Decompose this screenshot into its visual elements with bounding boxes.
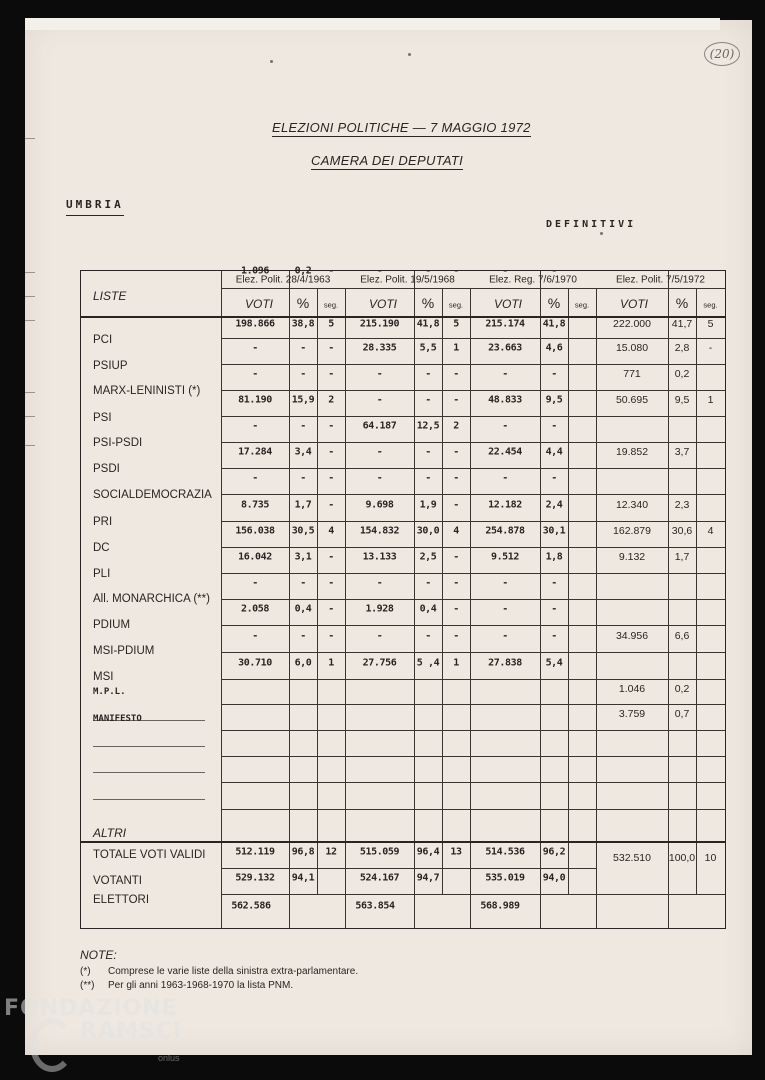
table-cell: - bbox=[425, 446, 431, 458]
column-divider bbox=[442, 288, 443, 894]
table-cell: 5 ,4 bbox=[416, 657, 440, 668]
column-divider bbox=[596, 894, 597, 928]
total-1972-cell: 532.510 bbox=[613, 852, 651, 864]
table-cell: - bbox=[328, 603, 334, 615]
table-cell: 0,2 bbox=[674, 368, 690, 380]
list-label: PLI bbox=[93, 568, 111, 580]
table-cell: 0,4 bbox=[294, 603, 312, 615]
votanti-cell: 529.132 bbox=[235, 872, 275, 884]
table-cell: - bbox=[551, 265, 557, 277]
table-cell: 30,5 bbox=[291, 525, 315, 537]
table-cell: 15.080 bbox=[615, 342, 649, 354]
notes bbox=[80, 948, 358, 993]
table-cell: 9.512 bbox=[490, 551, 520, 563]
column-divider bbox=[470, 894, 471, 928]
table-cell: 1,7 bbox=[674, 551, 690, 563]
note-text: Per gli anni 1963-1968-1970 la lista PNM. bbox=[108, 980, 294, 991]
row-divider bbox=[221, 756, 725, 757]
table-cell: 30.710 bbox=[238, 657, 272, 668]
margin-mark bbox=[25, 138, 35, 139]
table-cell: - bbox=[551, 577, 557, 589]
row-divider bbox=[221, 730, 725, 731]
table-cell: 5 bbox=[453, 318, 459, 330]
watermark-line1: FONDAZIONE bbox=[4, 996, 178, 1021]
note-line bbox=[80, 965, 358, 979]
votanti-cell: 524.167 bbox=[359, 872, 400, 884]
table-cell: 34.956 bbox=[615, 629, 649, 642]
paper-edge bbox=[25, 18, 720, 30]
table-cell: 30,6 bbox=[671, 525, 693, 537]
results-table bbox=[80, 265, 726, 929]
totals-label: VOTANTI bbox=[93, 875, 142, 887]
table-cell: 5 bbox=[707, 318, 714, 330]
table-cell: - bbox=[551, 368, 557, 380]
row-divider bbox=[221, 782, 725, 783]
table-cell: 30,0 bbox=[416, 525, 440, 537]
row-divider bbox=[221, 494, 725, 495]
table-cell: - bbox=[453, 603, 459, 615]
table-cell: - bbox=[300, 472, 306, 484]
table-cell: 1,7 bbox=[294, 499, 312, 510]
table-cell: 0,4 bbox=[419, 603, 437, 615]
total-cell: 512.119 bbox=[235, 846, 275, 857]
table-cell: 771 bbox=[623, 368, 641, 380]
seg-header: seg. bbox=[323, 300, 339, 310]
list-label: PCI bbox=[93, 334, 113, 346]
note-line bbox=[80, 979, 358, 993]
table-cell: 0,2 bbox=[294, 265, 312, 277]
table-cell: - bbox=[551, 630, 557, 641]
speck bbox=[600, 232, 603, 235]
row-divider bbox=[221, 442, 725, 443]
table-cell: 48.833 bbox=[488, 394, 522, 406]
seg-header: seg. bbox=[574, 300, 590, 310]
note-text: Comprese le varie liste della sinistra extra-parlamentare. bbox=[108, 966, 359, 977]
row-divider bbox=[221, 416, 725, 417]
note-mark: (**) bbox=[80, 980, 95, 991]
page-number: (20) bbox=[704, 42, 740, 66]
seg-header: seg. bbox=[703, 300, 718, 310]
table-cell: - bbox=[300, 342, 306, 354]
table-cell: 1,9 bbox=[419, 499, 437, 510]
table-cell: - bbox=[502, 265, 508, 277]
table-cell: 162.879 bbox=[613, 525, 651, 537]
year-group-header: Elez. Polit. 7/5/1972 bbox=[616, 274, 705, 286]
document-subtitle: CAMERA DEI DEPUTATI bbox=[311, 153, 464, 168]
table-cell: 28.335 bbox=[362, 342, 397, 354]
voti-header: VOTI bbox=[244, 297, 274, 311]
row-divider bbox=[221, 573, 725, 574]
row-divider bbox=[221, 625, 725, 626]
total-cell: 13 bbox=[450, 846, 462, 857]
table-cell: - bbox=[453, 394, 459, 406]
table-cell: - bbox=[376, 577, 383, 589]
list-label: PDIUM bbox=[93, 619, 131, 631]
totals-label: TOTALE VOTI VALIDI bbox=[93, 849, 206, 861]
total-cell: 514.536 bbox=[485, 846, 525, 857]
column-divider bbox=[568, 288, 569, 894]
table-cell: 215.174 bbox=[485, 318, 525, 330]
total-1972-cell: 100,0 bbox=[668, 852, 696, 864]
table-cell: - bbox=[252, 342, 258, 354]
notes-heading: NOTE: bbox=[80, 948, 117, 962]
document-title: ELEZIONI POLITICHE — 7 MAGGIO 1972 bbox=[272, 120, 531, 135]
table-cell: - bbox=[551, 420, 557, 432]
table-cell: - bbox=[502, 603, 508, 615]
row-divider bbox=[221, 521, 725, 522]
table-cell: 6,6 bbox=[674, 629, 690, 642]
table-cell: 5,5 bbox=[419, 342, 437, 354]
list-label: MANIFESTO bbox=[93, 714, 142, 724]
row-divider bbox=[221, 390, 725, 391]
row-divider bbox=[221, 652, 725, 653]
table-cell: - bbox=[300, 368, 306, 380]
table-cell: - bbox=[425, 265, 431, 277]
table-cell: - bbox=[328, 446, 334, 458]
table-cell: - bbox=[376, 394, 383, 406]
table-cell: - bbox=[502, 472, 508, 484]
votanti-cell: 94,7 bbox=[416, 872, 440, 884]
table-cell: - bbox=[502, 577, 508, 589]
pct-header: % bbox=[296, 295, 310, 311]
table-cell: 30,1 bbox=[542, 525, 566, 537]
list-label: DC bbox=[93, 542, 110, 554]
margin-mark bbox=[25, 416, 35, 417]
table-cell: 2.058 bbox=[240, 603, 270, 615]
table-cell: - bbox=[453, 265, 459, 277]
table-cell: 23.663 bbox=[488, 342, 522, 354]
table-cell: - bbox=[252, 368, 258, 380]
table-cell: 12.340 bbox=[615, 498, 649, 511]
column-divider bbox=[596, 288, 597, 894]
pct-header: % bbox=[421, 295, 435, 311]
table-cell: 215.190 bbox=[359, 318, 400, 330]
margin-mark bbox=[25, 296, 35, 297]
votanti-cell: 94,0 bbox=[542, 872, 566, 884]
table-cell: 50.695 bbox=[615, 394, 649, 406]
table-cell: - bbox=[376, 265, 383, 277]
table-cell: 0,7 bbox=[674, 708, 690, 720]
table-cell: - bbox=[453, 368, 459, 380]
blank-line bbox=[93, 799, 205, 800]
region-label: UMBRIA bbox=[66, 198, 124, 216]
table-cell: 198.866 bbox=[235, 318, 275, 330]
table-cell: - bbox=[425, 577, 431, 589]
table-cell: - bbox=[328, 499, 334, 510]
table-cell: 41,7 bbox=[671, 318, 693, 330]
table-cell: - bbox=[328, 342, 334, 354]
table-cell: 9,5 bbox=[545, 394, 563, 406]
table-cell: - bbox=[376, 472, 383, 484]
table-cell: - bbox=[453, 551, 459, 563]
table-cell: - bbox=[425, 630, 431, 641]
table-cell: 2 bbox=[328, 394, 334, 406]
table-cell: 1 bbox=[328, 657, 334, 668]
table-cell: 1.046 bbox=[618, 682, 646, 695]
watermark-line2: RAMSCI bbox=[80, 1019, 183, 1044]
table-cell: 254.878 bbox=[485, 525, 525, 537]
table-cell: 2,4 bbox=[545, 499, 563, 510]
year-group-header: Elez. Reg. 7/6/1970 bbox=[489, 274, 577, 286]
table-cell: - bbox=[502, 368, 508, 380]
table-cell: - bbox=[425, 368, 431, 380]
watermark-onlus: onlus bbox=[158, 1053, 180, 1063]
table-cell: 9.698 bbox=[365, 499, 394, 510]
table-cell: 22.454 bbox=[488, 446, 522, 458]
list-label: All. MONARCHICA (**) bbox=[93, 593, 210, 605]
column-divider bbox=[470, 288, 471, 894]
voti-header: VOTI bbox=[619, 297, 649, 311]
table-cell: 41,8 bbox=[542, 318, 566, 330]
table-cell: 9,5 bbox=[674, 394, 690, 406]
margin-mark bbox=[25, 392, 35, 393]
table-cell: - bbox=[328, 265, 334, 277]
table-cell: - bbox=[328, 420, 334, 432]
row-divider bbox=[221, 809, 725, 810]
table-cell: - bbox=[376, 446, 383, 458]
table-cell: - bbox=[425, 394, 431, 406]
table-cell: - bbox=[328, 551, 334, 563]
votanti-cell: 94,1 bbox=[291, 872, 315, 884]
table-cell: 1 bbox=[707, 394, 714, 406]
column-divider bbox=[345, 288, 346, 894]
table-cell: 156.038 bbox=[235, 525, 275, 537]
table-cell: 15,9 bbox=[291, 394, 315, 406]
table-cell: - bbox=[551, 603, 557, 615]
row-divider bbox=[221, 338, 725, 339]
table-cell: 4,6 bbox=[545, 342, 563, 354]
table-cell: 1.096 bbox=[240, 265, 270, 277]
table-cell: 27.756 bbox=[362, 657, 397, 668]
table-cell: - bbox=[502, 420, 508, 432]
row-divider bbox=[221, 704, 725, 705]
year-group-header: Elez. Polit. 19/5/1968 bbox=[360, 274, 455, 286]
table-cell: - bbox=[453, 577, 459, 589]
table-cell: 154.832 bbox=[359, 525, 400, 537]
total-cell: 12 bbox=[325, 846, 337, 857]
pct-header: % bbox=[675, 295, 689, 311]
list-label: PSIUP bbox=[93, 360, 128, 372]
table-cell: 4 bbox=[707, 525, 714, 537]
list-label: ALTRI bbox=[93, 826, 127, 840]
blank-line bbox=[93, 772, 205, 773]
table-cell: - bbox=[328, 368, 334, 380]
watermark-logo bbox=[30, 1018, 74, 1072]
table-cell: - bbox=[328, 630, 334, 641]
table-cell: 4,4 bbox=[545, 446, 563, 458]
table-cell: 16.042 bbox=[238, 551, 272, 563]
total-cell: 96,4 bbox=[416, 846, 440, 857]
table-cell: 64.187 bbox=[362, 420, 397, 432]
votanti-cell: 535.019 bbox=[485, 872, 525, 884]
total-1972-cell: 10 bbox=[704, 852, 717, 864]
table-cell: - bbox=[252, 420, 258, 432]
voti-header: VOTI bbox=[368, 297, 398, 311]
row-divider bbox=[221, 599, 725, 600]
total-cell: 515.059 bbox=[359, 846, 400, 857]
table-cell: - bbox=[376, 630, 383, 641]
table-cell: 27.838 bbox=[488, 657, 522, 668]
row-divider bbox=[221, 868, 596, 869]
table-cell: - bbox=[502, 630, 508, 641]
table-cell: 2,3 bbox=[674, 498, 690, 511]
margin-mark bbox=[25, 272, 35, 273]
pct-header: % bbox=[547, 295, 561, 311]
table-cell: - bbox=[376, 368, 383, 380]
table-cell: 5 bbox=[328, 318, 334, 330]
table-cell: - bbox=[453, 446, 459, 458]
table-cell: 3,7 bbox=[674, 446, 690, 458]
table-cell: 38,8 bbox=[291, 318, 315, 330]
table-cell: - bbox=[300, 420, 306, 432]
table-cell: - bbox=[708, 342, 713, 354]
table-cell: 4 bbox=[453, 525, 459, 537]
table-cell: 13.133 bbox=[362, 551, 397, 563]
column-divider bbox=[696, 288, 697, 894]
row-divider bbox=[221, 288, 725, 289]
row-divider bbox=[221, 894, 596, 895]
table-cell: - bbox=[328, 577, 334, 589]
table-cell: 17.284 bbox=[238, 446, 272, 458]
row-divider bbox=[81, 841, 725, 843]
table-cell: 2 bbox=[453, 420, 459, 432]
table-cell: 5,4 bbox=[545, 657, 563, 668]
row-divider bbox=[221, 679, 725, 680]
list-label: SOCIALDEMOCRAZIA bbox=[93, 489, 212, 501]
liste-header: LISTE bbox=[93, 289, 127, 303]
table-cell: 8.735 bbox=[240, 499, 270, 510]
row-divider bbox=[596, 894, 725, 895]
list-label: MSI bbox=[93, 671, 114, 683]
table-cell: 9.132 bbox=[618, 551, 646, 563]
table-cell: 222.000 bbox=[613, 318, 651, 330]
list-label: MARX-LENINISTI (*) bbox=[93, 385, 201, 397]
list-label: PSI-PSDI bbox=[93, 437, 143, 449]
table-cell: 12,5 bbox=[416, 420, 440, 432]
voti-header: VOTI bbox=[493, 297, 523, 311]
table-cell: 6,0 bbox=[294, 657, 312, 668]
table-cell: 1,8 bbox=[545, 551, 563, 563]
list-label: PSI bbox=[93, 412, 112, 424]
table-cell: 2,8 bbox=[674, 342, 690, 354]
table-cell: - bbox=[252, 472, 258, 484]
totals-label: ELETTORI bbox=[93, 894, 150, 906]
table-cell: 3,4 bbox=[294, 446, 312, 458]
table-cell: - bbox=[252, 577, 258, 589]
total-cell: 96,2 bbox=[542, 846, 566, 857]
margin-mark bbox=[25, 445, 35, 446]
table-cell: 41,8 bbox=[416, 318, 440, 330]
note-mark: (*) bbox=[80, 966, 91, 977]
table-cell: 1 bbox=[453, 342, 459, 354]
elettori-cell: 562.586 bbox=[231, 900, 271, 912]
table-cell: - bbox=[453, 630, 459, 641]
total-cell: 96,8 bbox=[291, 846, 315, 857]
table-cell: 2,5 bbox=[419, 551, 437, 563]
table-cell: 12.182 bbox=[488, 499, 522, 510]
elettori-cell: 563.854 bbox=[355, 900, 395, 912]
column-divider bbox=[317, 288, 318, 894]
column-divider bbox=[345, 894, 346, 928]
table-cell: 81.190 bbox=[238, 394, 272, 406]
table-cell: - bbox=[300, 577, 306, 589]
row-divider bbox=[221, 364, 725, 365]
list-label: PRI bbox=[93, 516, 113, 528]
table-cell: - bbox=[551, 472, 557, 484]
table-cell: 4 bbox=[328, 525, 334, 537]
table-cell: - bbox=[453, 472, 459, 484]
speck bbox=[408, 53, 411, 56]
year-group-header: Elez. Polit. 28/4/1963 bbox=[235, 274, 331, 286]
table-cell: 0,2 bbox=[674, 682, 690, 695]
table-cell: - bbox=[252, 630, 258, 641]
list-label: PSDI bbox=[93, 463, 120, 475]
speck bbox=[270, 60, 273, 63]
row-divider bbox=[221, 468, 725, 469]
table-cell: 1.928 bbox=[365, 603, 394, 615]
table-cell: - bbox=[453, 499, 459, 510]
seg-header: seg. bbox=[448, 300, 464, 310]
table-cell: - bbox=[425, 472, 431, 484]
table-cell: 3.759 bbox=[618, 708, 646, 720]
row-divider bbox=[221, 547, 725, 548]
list-label: MSI-PDIUM bbox=[93, 645, 155, 657]
table-cell: 1 bbox=[453, 657, 459, 668]
table-cell: - bbox=[300, 630, 306, 641]
table-cell: - bbox=[328, 472, 334, 484]
table-cell: 3,1 bbox=[294, 551, 312, 563]
status-label: DEFINITIVI bbox=[546, 219, 637, 230]
blank-line bbox=[93, 746, 205, 747]
elettori-cell: 568.989 bbox=[480, 900, 520, 912]
table-cell: 19.852 bbox=[615, 446, 649, 458]
list-label: M.P.L. bbox=[93, 687, 126, 697]
margin-mark bbox=[25, 320, 35, 321]
